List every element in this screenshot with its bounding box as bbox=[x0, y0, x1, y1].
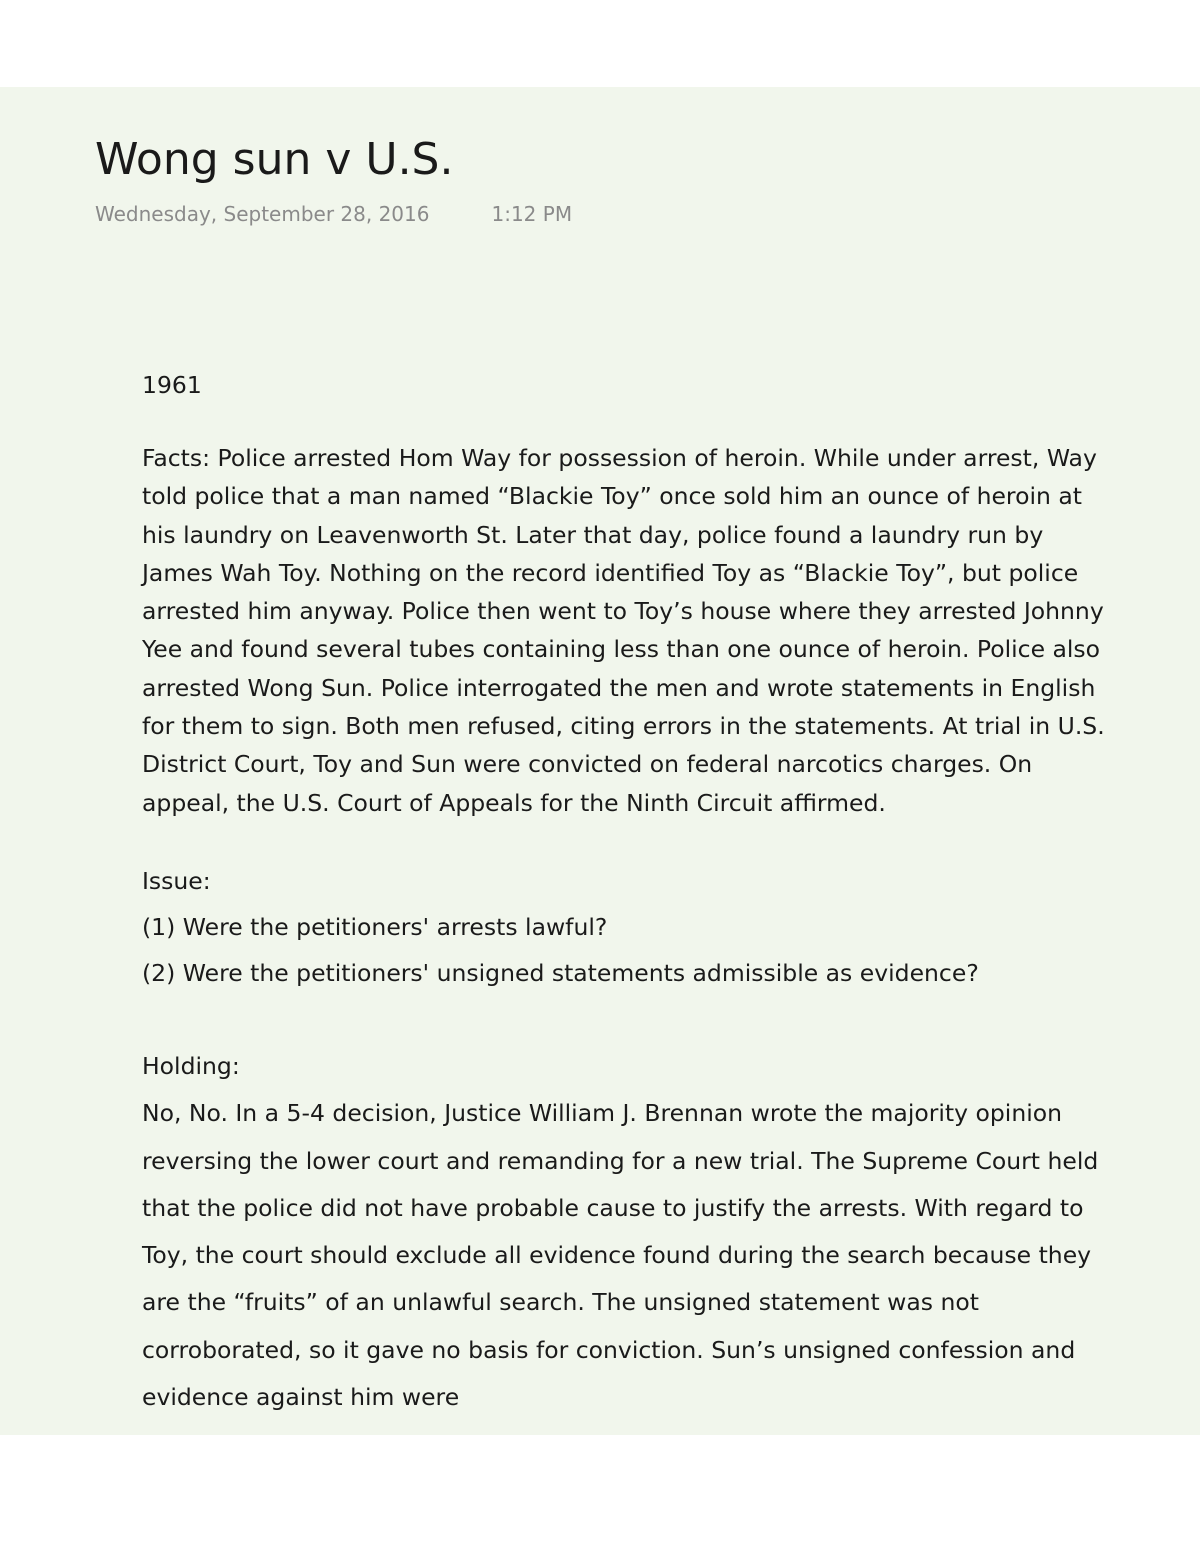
note-page bbox=[0, 87, 1200, 1435]
issue-item-1: (1) Were the petitioners' arrests lawful? bbox=[142, 912, 608, 941]
year-text: 1961 bbox=[142, 371, 202, 399]
note-time: 1:12 PM bbox=[491, 202, 573, 226]
note-content bbox=[142, 366, 1112, 1421]
facts-paragraph: Facts: Police arrested Hom Way for possession of heroin. While under arrest, Way told police that a man named “Blackie Toy” once sold him an ounce of heroin at his laundry on Leavenworth St. Later that day, police found a laundry run by James Wah Toy. Nothing on the record identified Toy as “Blackie Toy”, but police arrested him anyway. Police then went to Toy’s house where they arrested Johnny Yee and found several tubes containing less than one ounce of heroin. Police also arrested Wong Sun. Police interrogated the men and wrote statements in English for them to sign. Both men refused, citing errors in the statements. At trial in U.S. District Court, Toy and Sun were convicted on federal narcotics charges. On appeal, the U.S. Court of Appeals for the Ninth Circuit affirmed. bbox=[142, 444, 1105, 817]
holding-paragraph: No, No. In a 5-4 decision, Justice William J. Brennan wrote the majority opinion reversing the lower court and remanding for a new trial. The Supreme Court held that the police did not have probable cause to justify the arrests. With regard to Toy, the court should exclude all evidence found during the search because they are the “fruits” of an unlawful search. The unsigned statement was not corroborated, so it gave no basis for conviction. Sun’s unsigned confession and evidence against him were bbox=[142, 1099, 1099, 1412]
issue-heading: Issue: bbox=[142, 866, 211, 895]
note-date: Wednesday, September 28, 2016 bbox=[95, 202, 430, 226]
note-metadata bbox=[95, 202, 572, 226]
page-title: Wong sun v U.S. bbox=[95, 134, 454, 185]
issue-item-2: (2) Were the petitioners' unsigned statements admissible as evidence? bbox=[142, 958, 979, 987]
holding-heading: Holding: bbox=[142, 1051, 240, 1080]
